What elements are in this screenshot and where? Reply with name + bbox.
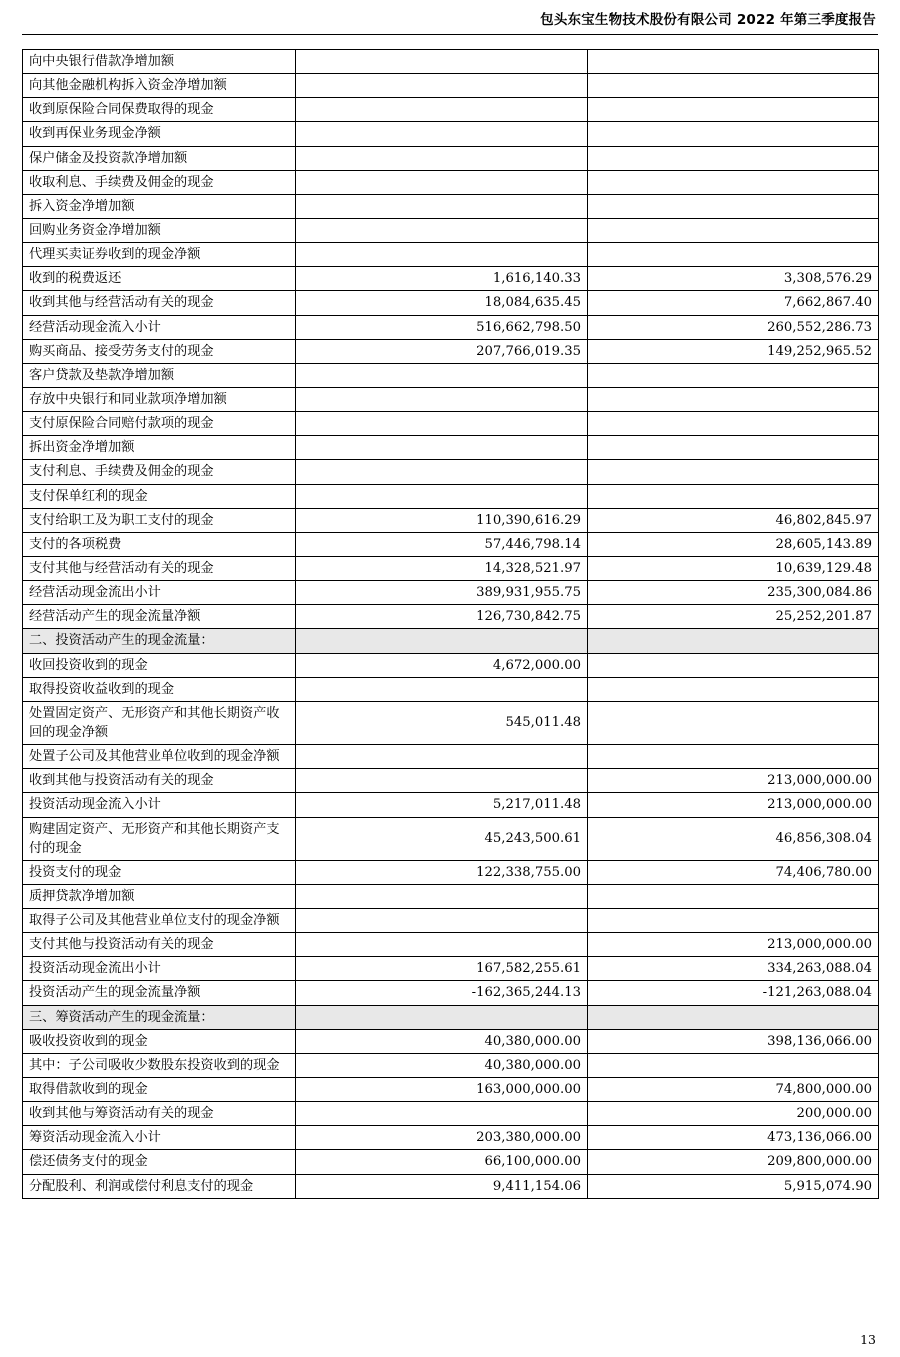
row-value-prior [588, 884, 879, 908]
row-label: 支付其他与投资活动有关的现金 [23, 933, 296, 957]
row-value-prior [588, 436, 879, 460]
running-header: 包头东宝生物技术股份有限公司 2022 年第三季度报告 [540, 12, 876, 28]
row-label: 购买商品、接受劳务支付的现金 [23, 339, 296, 363]
row-value-prior [588, 1005, 879, 1029]
table-row [23, 957, 879, 981]
row-value-current: 207,766,019.35 [296, 339, 588, 363]
row-value-prior [588, 460, 879, 484]
row-label: 收到原保险合同保费取得的现金 [23, 98, 296, 122]
table-row [23, 122, 879, 146]
table-row [23, 981, 879, 1005]
row-label: 二、投资活动产生的现金流量： [23, 629, 296, 653]
row-value-prior [588, 243, 879, 267]
row-value-prior: 473,136,066.00 [588, 1126, 879, 1150]
row-value-current [296, 436, 588, 460]
table-row [23, 1174, 879, 1198]
table-row [23, 1078, 879, 1102]
row-label: 经营活动现金流出小计 [23, 581, 296, 605]
table-row [23, 1053, 879, 1077]
table-row [23, 532, 879, 556]
table-row [23, 412, 879, 436]
row-value-current [296, 194, 588, 218]
row-value-current: 545,011.48 [296, 701, 588, 744]
row-value-current: 57,446,798.14 [296, 532, 588, 556]
row-value-prior: 5,915,074.90 [588, 1174, 879, 1198]
row-value-prior: 74,406,780.00 [588, 860, 879, 884]
row-label: 取得借款收到的现金 [23, 1078, 296, 1102]
row-value-current: 45,243,500.61 [296, 817, 588, 860]
row-value-prior [588, 412, 879, 436]
row-label: 其中：子公司吸收少数股东投资收到的现金 [23, 1053, 296, 1077]
row-value-prior [588, 194, 879, 218]
row-value-prior: 213,000,000.00 [588, 933, 879, 957]
row-value-current [296, 387, 588, 411]
row-value-prior [588, 74, 879, 98]
table-row [23, 933, 879, 957]
row-value-current [296, 243, 588, 267]
row-value-prior [588, 146, 879, 170]
row-value-current [296, 933, 588, 957]
row-label: 经营活动现金流入小计 [23, 315, 296, 339]
table-row [23, 793, 879, 817]
row-value-prior [588, 909, 879, 933]
table-row [23, 629, 879, 653]
row-value-current [296, 460, 588, 484]
row-label: 投资活动产生的现金流量净额 [23, 981, 296, 1005]
row-value-current [296, 412, 588, 436]
row-label: 保户储金及投资款净增加额 [23, 146, 296, 170]
row-value-current: 122,338,755.00 [296, 860, 588, 884]
row-value-current [296, 1102, 588, 1126]
page-number: 13 [860, 1332, 876, 1347]
header-divider [22, 34, 878, 35]
row-value-prior [588, 122, 879, 146]
row-label: 投资活动现金流出小计 [23, 957, 296, 981]
table-row [23, 194, 879, 218]
row-value-current: 40,380,000.00 [296, 1029, 588, 1053]
row-value-current: -162,365,244.13 [296, 981, 588, 1005]
row-value-prior: 28,605,143.89 [588, 532, 879, 556]
table-row [23, 1102, 879, 1126]
row-value-prior: 7,662,867.40 [588, 291, 879, 315]
row-value-current [296, 769, 588, 793]
row-label: 收到其他与筹资活动有关的现金 [23, 1102, 296, 1126]
table-body [23, 50, 879, 1199]
row-value-prior [588, 677, 879, 701]
row-value-current [296, 50, 588, 74]
table-row [23, 677, 879, 701]
table-row [23, 436, 879, 460]
row-value-prior: 46,856,308.04 [588, 817, 879, 860]
row-label: 支付原保险合同赔付款项的现金 [23, 412, 296, 436]
row-label: 投资支付的现金 [23, 860, 296, 884]
row-label: 处置子公司及其他营业单位收到的现金净额 [23, 745, 296, 769]
row-label: 经营活动产生的现金流量净额 [23, 605, 296, 629]
row-value-prior: -121,263,088.04 [588, 981, 879, 1005]
table-row [23, 508, 879, 532]
row-value-current: 9,411,154.06 [296, 1174, 588, 1198]
row-label: 支付给职工及为职工支付的现金 [23, 508, 296, 532]
row-label: 代理买卖证券收到的现金净额 [23, 243, 296, 267]
table-row [23, 74, 879, 98]
row-value-current [296, 122, 588, 146]
row-value-prior: 10,639,129.48 [588, 556, 879, 580]
row-value-current [296, 1005, 588, 1029]
row-label: 收取利息、手续费及佣金的现金 [23, 170, 296, 194]
row-value-prior [588, 170, 879, 194]
table-row [23, 50, 879, 74]
row-value-current [296, 363, 588, 387]
table-row [23, 1150, 879, 1174]
row-value-prior: 3,308,576.29 [588, 267, 879, 291]
row-value-current: 5,217,011.48 [296, 793, 588, 817]
table-row [23, 339, 879, 363]
row-value-prior: 149,252,965.52 [588, 339, 879, 363]
table-row [23, 1126, 879, 1150]
row-value-prior: 200,000.00 [588, 1102, 879, 1126]
row-value-current [296, 170, 588, 194]
row-value-prior [588, 363, 879, 387]
table-row [23, 363, 879, 387]
row-value-prior [588, 629, 879, 653]
row-value-prior [588, 484, 879, 508]
row-value-prior [588, 701, 879, 744]
row-label: 收回投资收到的现金 [23, 653, 296, 677]
table-row [23, 170, 879, 194]
row-value-prior [588, 98, 879, 122]
row-label: 分配股利、利润或偿付利息支付的现金 [23, 1174, 296, 1198]
row-label: 收到其他与经营活动有关的现金 [23, 291, 296, 315]
row-value-current: 110,390,616.29 [296, 508, 588, 532]
table-row [23, 218, 879, 242]
row-value-prior: 398,136,066.00 [588, 1029, 879, 1053]
row-label: 取得投资收益收到的现金 [23, 677, 296, 701]
row-value-prior: 334,263,088.04 [588, 957, 879, 981]
row-value-prior [588, 653, 879, 677]
row-label: 质押贷款净增加额 [23, 884, 296, 908]
row-label: 取得子公司及其他营业单位支付的现金净额 [23, 909, 296, 933]
row-value-current: 389,931,955.75 [296, 581, 588, 605]
row-value-prior: 235,300,084.86 [588, 581, 879, 605]
row-value-current: 126,730,842.75 [296, 605, 588, 629]
row-label: 拆入资金净增加额 [23, 194, 296, 218]
table-row [23, 884, 879, 908]
row-value-current: 203,380,000.00 [296, 1126, 588, 1150]
row-label: 支付其他与经营活动有关的现金 [23, 556, 296, 580]
row-value-current [296, 484, 588, 508]
table-row [23, 243, 879, 267]
table-row [23, 315, 879, 339]
row-label: 拆出资金净增加额 [23, 436, 296, 460]
table-row [23, 653, 879, 677]
cash-flow-statement-table [22, 49, 879, 1199]
row-value-prior: 209,800,000.00 [588, 1150, 879, 1174]
table-row [23, 267, 879, 291]
row-value-current [296, 909, 588, 933]
row-label: 存放中央银行和同业款项净增加额 [23, 387, 296, 411]
row-label: 收到再保业务现金净额 [23, 122, 296, 146]
table-row [23, 701, 879, 744]
table-row [23, 1029, 879, 1053]
row-value-current [296, 884, 588, 908]
row-value-prior: 260,552,286.73 [588, 315, 879, 339]
row-value-prior: 74,800,000.00 [588, 1078, 879, 1102]
row-value-current [296, 146, 588, 170]
row-label: 收到的税费返还 [23, 267, 296, 291]
row-label: 三、筹资活动产生的现金流量： [23, 1005, 296, 1029]
table-row [23, 291, 879, 315]
row-label: 投资活动现金流入小计 [23, 793, 296, 817]
row-value-prior [588, 745, 879, 769]
row-label: 购建固定资产、无形资产和其他长期资产支付的现金 [23, 817, 296, 860]
row-label: 向中央银行借款净增加额 [23, 50, 296, 74]
table-row [23, 605, 879, 629]
table-row [23, 909, 879, 933]
row-label: 支付的各项税费 [23, 532, 296, 556]
table-row [23, 146, 879, 170]
row-value-current [296, 74, 588, 98]
row-value-current: 4,672,000.00 [296, 653, 588, 677]
row-label: 偿还债务支付的现金 [23, 1150, 296, 1174]
row-value-current: 18,084,635.45 [296, 291, 588, 315]
row-label: 处置固定资产、无形资产和其他长期资产收回的现金净额 [23, 701, 296, 744]
table-row [23, 484, 879, 508]
row-value-current: 516,662,798.50 [296, 315, 588, 339]
row-value-current [296, 218, 588, 242]
row-value-prior: 46,802,845.97 [588, 508, 879, 532]
row-value-prior [588, 50, 879, 74]
row-value-current: 40,380,000.00 [296, 1053, 588, 1077]
row-value-prior: 213,000,000.00 [588, 793, 879, 817]
row-value-current [296, 629, 588, 653]
table-row [23, 745, 879, 769]
row-label: 客户贷款及垫款净增加额 [23, 363, 296, 387]
table-row [23, 387, 879, 411]
row-value-current: 167,582,255.61 [296, 957, 588, 981]
table-row [23, 98, 879, 122]
table-row [23, 581, 879, 605]
row-label: 向其他金融机构拆入资金净增加额 [23, 74, 296, 98]
row-label: 回购业务资金净增加额 [23, 218, 296, 242]
table-row [23, 460, 879, 484]
row-value-prior [588, 218, 879, 242]
row-value-current: 66,100,000.00 [296, 1150, 588, 1174]
row-value-prior [588, 1053, 879, 1077]
row-label: 支付保单红利的现金 [23, 484, 296, 508]
row-label: 筹资活动现金流入小计 [23, 1126, 296, 1150]
row-value-current [296, 677, 588, 701]
row-value-prior: 25,252,201.87 [588, 605, 879, 629]
table-row [23, 769, 879, 793]
table-row [23, 1005, 879, 1029]
row-value-prior [588, 387, 879, 411]
row-value-current: 163,000,000.00 [296, 1078, 588, 1102]
row-value-current [296, 98, 588, 122]
row-label: 支付利息、手续费及佣金的现金 [23, 460, 296, 484]
row-value-current [296, 745, 588, 769]
row-label: 吸收投资收到的现金 [23, 1029, 296, 1053]
row-value-current: 1,616,140.33 [296, 267, 588, 291]
table-row [23, 556, 879, 580]
row-label: 收到其他与投资活动有关的现金 [23, 769, 296, 793]
table-row [23, 860, 879, 884]
row-value-current: 14,328,521.97 [296, 556, 588, 580]
row-value-prior: 213,000,000.00 [588, 769, 879, 793]
table-row [23, 817, 879, 860]
